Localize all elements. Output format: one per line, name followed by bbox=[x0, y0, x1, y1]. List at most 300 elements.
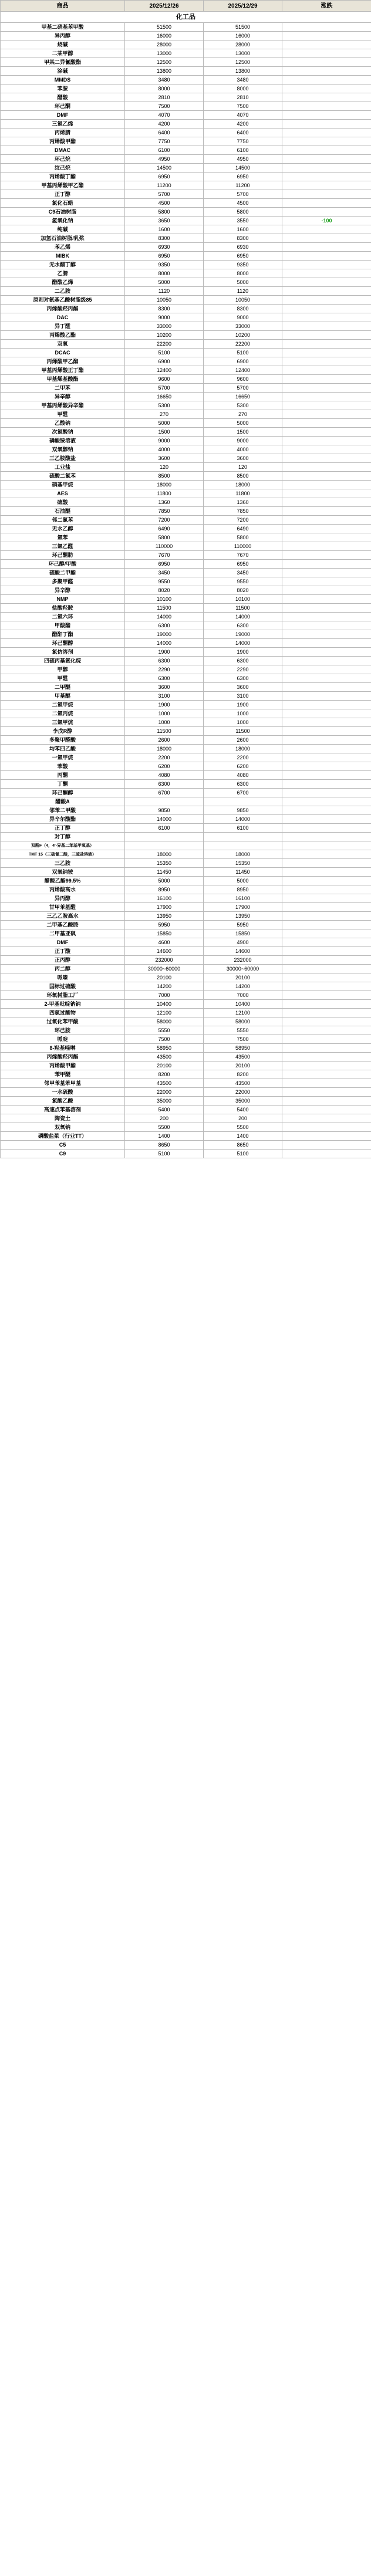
price-date-1: 14600 bbox=[125, 947, 204, 956]
product-name: 甲醛 bbox=[1, 674, 125, 683]
price-date-1: 3600 bbox=[125, 683, 204, 692]
product-name: 对丁醇 bbox=[1, 833, 125, 841]
price-date-1: 2200 bbox=[125, 753, 204, 762]
price-change bbox=[282, 1114, 371, 1123]
column-header-product: 商品 bbox=[1, 1, 125, 12]
table-row bbox=[1, 613, 371, 621]
product-name: 丙烯酸高水 bbox=[1, 885, 125, 894]
table-row bbox=[1, 736, 371, 745]
price-date-1: 13000 bbox=[125, 49, 204, 58]
price-date-2: 58000 bbox=[204, 1017, 282, 1026]
price-change bbox=[282, 49, 371, 58]
table-row bbox=[1, 1035, 371, 1044]
price-date-2: 8650 bbox=[204, 1141, 282, 1150]
price-date-2: 4500 bbox=[204, 199, 282, 208]
price-change bbox=[282, 498, 371, 507]
table-row bbox=[1, 489, 371, 498]
price-date-1: 11500 bbox=[125, 604, 204, 613]
price-change bbox=[282, 173, 371, 181]
price-change bbox=[282, 718, 371, 727]
product-name: 丙烯酸乙酯 bbox=[1, 331, 125, 340]
price-date-2: 4070 bbox=[204, 111, 282, 120]
price-change bbox=[282, 76, 371, 84]
price-date-1: 6300 bbox=[125, 674, 204, 683]
table-row bbox=[1, 859, 371, 868]
price-date-2: 43500 bbox=[204, 1053, 282, 1061]
price-date-2: 8950 bbox=[204, 885, 282, 894]
price-change bbox=[282, 366, 371, 375]
price-date-1: 3450 bbox=[125, 569, 204, 577]
table-row bbox=[1, 551, 371, 560]
price-change bbox=[282, 727, 371, 736]
price-change bbox=[282, 252, 371, 261]
table-row bbox=[1, 76, 371, 84]
price-date-2: 6900 bbox=[204, 357, 282, 366]
price-change bbox=[282, 1044, 371, 1053]
product-name: 丙酮 bbox=[1, 771, 125, 780]
product-name: 甲基烯基酸酯 bbox=[1, 375, 125, 384]
price-date-2: 5800 bbox=[204, 533, 282, 542]
price-date-2: 17900 bbox=[204, 903, 282, 912]
price-change bbox=[282, 410, 371, 419]
product-name: 纹己烷 bbox=[1, 164, 125, 173]
price-date-2: 15850 bbox=[204, 929, 282, 938]
table-row bbox=[1, 164, 371, 173]
price-date-2: 22000 bbox=[204, 1088, 282, 1097]
price-date-2: 14000 bbox=[204, 613, 282, 621]
price-date-2: 8000 bbox=[204, 269, 282, 278]
price-change bbox=[282, 1061, 371, 1070]
price-date-1: 3650 bbox=[125, 217, 204, 225]
price-date-1: 6700 bbox=[125, 789, 204, 797]
price-change bbox=[282, 806, 371, 815]
price-change bbox=[282, 709, 371, 718]
product-name: C5 bbox=[1, 1141, 125, 1150]
price-change bbox=[282, 648, 371, 657]
table-row bbox=[1, 49, 371, 58]
price-change bbox=[282, 454, 371, 463]
product-name: 次氯酸钠 bbox=[1, 428, 125, 437]
product-name: C9 bbox=[1, 1150, 125, 1158]
price-change bbox=[282, 551, 371, 560]
product-name: 环己酮醇 bbox=[1, 789, 125, 797]
price-date-2: 22200 bbox=[204, 340, 282, 349]
table-row bbox=[1, 780, 371, 789]
table-row bbox=[1, 727, 371, 736]
price-date-2: 58950 bbox=[204, 1044, 282, 1053]
product-name: 硝基甲烷 bbox=[1, 481, 125, 489]
column-header-change: 涨跌 bbox=[282, 1, 371, 12]
product-name: 异辛尔酸酯 bbox=[1, 815, 125, 824]
chemical-price-table bbox=[0, 0, 371, 1158]
product-name: 工业盐 bbox=[1, 463, 125, 472]
table-row bbox=[1, 1026, 371, 1035]
table-row bbox=[1, 199, 371, 208]
product-name: 2-甲基吡啶钠钠 bbox=[1, 1000, 125, 1009]
product-name: 苯乙烯 bbox=[1, 243, 125, 252]
price-date-1: 14200 bbox=[125, 982, 204, 991]
price-change bbox=[282, 445, 371, 454]
price-date-1: 1600 bbox=[125, 225, 204, 234]
price-change bbox=[282, 322, 371, 331]
price-date-1: 1000 bbox=[125, 718, 204, 727]
product-name: 三氯乙醛 bbox=[1, 542, 125, 551]
table-row bbox=[1, 894, 371, 903]
price-date-2: 12500 bbox=[204, 58, 282, 67]
price-date-1: 17900 bbox=[125, 903, 204, 912]
price-date-1: 5000 bbox=[125, 419, 204, 428]
product-name: 国标过硫酸 bbox=[1, 982, 125, 991]
price-date-1: 1500 bbox=[125, 428, 204, 437]
table-row bbox=[1, 137, 371, 146]
product-name: 8-羟基喹啉 bbox=[1, 1044, 125, 1053]
price-date-1: 6300 bbox=[125, 780, 204, 789]
product-name: 哌啶 bbox=[1, 1035, 125, 1044]
price-change bbox=[282, 613, 371, 621]
product-name: 一水硫酸 bbox=[1, 1088, 125, 1097]
product-name: MIBK bbox=[1, 252, 125, 261]
table-row bbox=[1, 683, 371, 692]
price-date-1: 4500 bbox=[125, 199, 204, 208]
price-date-1: 1900 bbox=[125, 701, 204, 709]
table-row bbox=[1, 102, 371, 111]
price-change bbox=[282, 569, 371, 577]
price-change bbox=[282, 129, 371, 137]
product-name: 硫酸 bbox=[1, 498, 125, 507]
table-row bbox=[1, 1009, 371, 1017]
table-row bbox=[1, 991, 371, 1000]
table-row bbox=[1, 789, 371, 797]
table-row bbox=[1, 225, 371, 234]
price-date-2: 10400 bbox=[204, 1000, 282, 1009]
product-name: 氯仿溶剂 bbox=[1, 648, 125, 657]
price-date-1: 28000 bbox=[125, 40, 204, 49]
price-table-page bbox=[0, 0, 371, 1158]
table-row bbox=[1, 718, 371, 727]
price-date-2: 3600 bbox=[204, 683, 282, 692]
table-row bbox=[1, 410, 371, 419]
table-row bbox=[1, 181, 371, 190]
price-date-2: 4950 bbox=[204, 155, 282, 164]
price-change bbox=[282, 1053, 371, 1061]
price-date-2: 7500 bbox=[204, 102, 282, 111]
price-date-1: 1360 bbox=[125, 498, 204, 507]
product-name: DCAC bbox=[1, 349, 125, 357]
table-row bbox=[1, 357, 371, 366]
table-row bbox=[1, 445, 371, 454]
price-change bbox=[282, 357, 371, 366]
price-date-1: 3480 bbox=[125, 76, 204, 84]
table-row bbox=[1, 331, 371, 340]
product-name: 环己酮醇 bbox=[1, 639, 125, 648]
price-date-1: 7000 bbox=[125, 991, 204, 1000]
table-row bbox=[1, 648, 371, 657]
price-date-2: 12100 bbox=[204, 1009, 282, 1017]
product-name: 醋酸乙烯 bbox=[1, 278, 125, 287]
table-row bbox=[1, 129, 371, 137]
product-name: 甲基二硝基苯甲酸 bbox=[1, 23, 125, 32]
table-row bbox=[1, 709, 371, 718]
price-change bbox=[282, 912, 371, 921]
price-date-1: 14500 bbox=[125, 164, 204, 173]
table-row bbox=[1, 868, 371, 877]
table-row bbox=[1, 190, 371, 199]
price-date-1: 8300 bbox=[125, 305, 204, 313]
price-date-1: 6400 bbox=[125, 129, 204, 137]
price-date-2: 9000 bbox=[204, 313, 282, 322]
product-name: 正丙醇 bbox=[1, 956, 125, 965]
price-date-1: 15850 bbox=[125, 929, 204, 938]
product-name: 无水乙醇 bbox=[1, 525, 125, 533]
price-date-1: 6950 bbox=[125, 560, 204, 569]
product-name: 邻甲苯基苯甲基 bbox=[1, 1079, 125, 1088]
price-change bbox=[282, 384, 371, 393]
price-date-1: 9550 bbox=[125, 577, 204, 586]
table-row bbox=[1, 208, 371, 217]
product-name: 二氯六环 bbox=[1, 613, 125, 621]
price-change bbox=[282, 375, 371, 384]
price-date-2: 9550 bbox=[204, 577, 282, 586]
table-row bbox=[1, 419, 371, 428]
price-date-1: 5100 bbox=[125, 349, 204, 357]
table-row bbox=[1, 885, 371, 894]
price-change bbox=[282, 84, 371, 93]
price-change bbox=[282, 780, 371, 789]
table-row bbox=[1, 921, 371, 929]
price-date-1: 4070 bbox=[125, 111, 204, 120]
price-date-2: 4900 bbox=[204, 938, 282, 947]
price-change bbox=[282, 929, 371, 938]
table-row bbox=[1, 498, 371, 507]
price-date-1: 11500 bbox=[125, 727, 204, 736]
table-row bbox=[1, 1070, 371, 1079]
table-row bbox=[1, 340, 371, 349]
price-change bbox=[282, 692, 371, 701]
price-date-2: 20100 bbox=[204, 1061, 282, 1070]
table-row bbox=[1, 674, 371, 683]
product-name: 烧碱 bbox=[1, 40, 125, 49]
price-date-1: 43500 bbox=[125, 1079, 204, 1088]
price-date-2: 7750 bbox=[204, 137, 282, 146]
price-change bbox=[282, 982, 371, 991]
price-date-1: 9000 bbox=[125, 313, 204, 322]
price-date-2: 8300 bbox=[204, 234, 282, 243]
price-change bbox=[282, 991, 371, 1000]
table-row bbox=[1, 146, 371, 155]
price-date-2: 18000 bbox=[204, 745, 282, 753]
product-name: 醋酸 bbox=[1, 93, 125, 102]
table-row bbox=[1, 155, 371, 164]
product-name: 二氯丙烷 bbox=[1, 709, 125, 718]
table-row bbox=[1, 84, 371, 93]
price-date-1: 6200 bbox=[125, 762, 204, 771]
price-change bbox=[282, 921, 371, 929]
price-change bbox=[282, 287, 371, 296]
price-change bbox=[282, 23, 371, 32]
table-row bbox=[1, 1017, 371, 1026]
table-row bbox=[1, 296, 371, 305]
table-row bbox=[1, 956, 371, 965]
table-row bbox=[1, 965, 371, 973]
price-change bbox=[282, 586, 371, 595]
price-date-2: 3100 bbox=[204, 692, 282, 701]
price-date-2: 11800 bbox=[204, 489, 282, 498]
product-name: 丙烯酸甲乙酯 bbox=[1, 357, 125, 366]
table-row bbox=[1, 929, 371, 938]
table-row bbox=[1, 472, 371, 481]
price-date-2: 35000 bbox=[204, 1097, 282, 1106]
product-name: AES bbox=[1, 489, 125, 498]
product-name: 异丙醇 bbox=[1, 32, 125, 40]
table-row bbox=[1, 32, 371, 40]
product-name: 丙烯酸甲酯 bbox=[1, 137, 125, 146]
price-date-1: 18000 bbox=[125, 745, 204, 753]
product-name: 正丁醇 bbox=[1, 190, 125, 199]
table-row bbox=[1, 947, 371, 956]
table-row bbox=[1, 762, 371, 771]
price-date-1: 8000 bbox=[125, 269, 204, 278]
price-change bbox=[282, 516, 371, 525]
table-row bbox=[1, 877, 371, 885]
product-name: 乙酸钠 bbox=[1, 419, 125, 428]
price-date-2: 8000 bbox=[204, 84, 282, 93]
price-date-2: 6930 bbox=[204, 243, 282, 252]
product-name: 氯苯 bbox=[1, 533, 125, 542]
table-row bbox=[1, 261, 371, 269]
table-row bbox=[1, 1150, 371, 1158]
price-date-2 bbox=[204, 797, 282, 806]
table-row bbox=[1, 1088, 371, 1097]
product-name: 氢氧化钠 bbox=[1, 217, 125, 225]
price-date-1: 6300 bbox=[125, 621, 204, 630]
price-change bbox=[282, 243, 371, 252]
price-change bbox=[282, 815, 371, 824]
product-name: 氯酸乙酸 bbox=[1, 1097, 125, 1106]
price-date-1: 14000 bbox=[125, 815, 204, 824]
price-change bbox=[282, 120, 371, 129]
price-date-1: 7500 bbox=[125, 102, 204, 111]
price-change bbox=[282, 639, 371, 648]
table-row bbox=[1, 516, 371, 525]
column-header-date-2: 2025/12/29 bbox=[204, 1, 282, 12]
product-name: 环己醇/甲酸 bbox=[1, 560, 125, 569]
price-date-1: 7500 bbox=[125, 1035, 204, 1044]
price-date-2: 6100 bbox=[204, 824, 282, 833]
price-date-2: 5500 bbox=[204, 1123, 282, 1132]
price-date-2: 6300 bbox=[204, 657, 282, 665]
table-row bbox=[1, 569, 371, 577]
product-name: 无水醋丁醇 bbox=[1, 261, 125, 269]
price-date-2: 6490 bbox=[204, 525, 282, 533]
price-date-1: 5700 bbox=[125, 384, 204, 393]
price-date-1: 12100 bbox=[125, 1009, 204, 1017]
price-date-1: 9600 bbox=[125, 375, 204, 384]
table-row bbox=[1, 93, 371, 102]
price-change bbox=[282, 841, 371, 850]
price-date-2: 4080 bbox=[204, 771, 282, 780]
table-row bbox=[1, 507, 371, 516]
product-name: 环氧树脂工厂 bbox=[1, 991, 125, 1000]
product-name: 甲基醚 bbox=[1, 692, 125, 701]
table-row bbox=[1, 542, 371, 551]
price-change bbox=[282, 278, 371, 287]
price-date-1: 1120 bbox=[125, 287, 204, 296]
product-name: NMP bbox=[1, 595, 125, 604]
price-date-1: 11800 bbox=[125, 489, 204, 498]
price-change bbox=[282, 155, 371, 164]
product-name: DMF bbox=[1, 111, 125, 120]
price-date-1: 43500 bbox=[125, 1053, 204, 1061]
price-change bbox=[282, 1026, 371, 1035]
product-name: 四氢过酸物 bbox=[1, 1009, 125, 1017]
product-name: DMF bbox=[1, 938, 125, 947]
price-date-2: 1360 bbox=[204, 498, 282, 507]
product-name: 异辛醇 bbox=[1, 393, 125, 401]
price-date-1: 4200 bbox=[125, 120, 204, 129]
price-change bbox=[282, 419, 371, 428]
price-date-2: 1600 bbox=[204, 225, 282, 234]
table-row bbox=[1, 120, 371, 129]
price-date-1: 4950 bbox=[125, 155, 204, 164]
table-row bbox=[1, 665, 371, 674]
price-change bbox=[282, 797, 371, 806]
price-date-2: 14000 bbox=[204, 815, 282, 824]
product-name: TMT 15（三硫氰二酸，三硫盐溶液） bbox=[1, 850, 125, 859]
table-row bbox=[1, 806, 371, 815]
price-change bbox=[282, 67, 371, 76]
price-date-1: 7670 bbox=[125, 551, 204, 560]
product-name: 氯化石蜡 bbox=[1, 199, 125, 208]
table-row bbox=[1, 322, 371, 331]
product-name: 硫酸二氯苯 bbox=[1, 472, 125, 481]
product-name: 双氧钠 bbox=[1, 1123, 125, 1132]
price-date-2: 8300 bbox=[204, 305, 282, 313]
price-date-2: 8020 bbox=[204, 586, 282, 595]
price-date-2 bbox=[204, 841, 282, 850]
product-name: 二某甲醇 bbox=[1, 49, 125, 58]
table-row bbox=[1, 533, 371, 542]
price-change bbox=[282, 102, 371, 111]
price-date-2: 232000 bbox=[204, 956, 282, 965]
price-date-1: 5700 bbox=[125, 190, 204, 199]
price-change bbox=[282, 621, 371, 630]
price-date-1: 8000 bbox=[125, 84, 204, 93]
product-name: 石油醚 bbox=[1, 507, 125, 516]
table-row bbox=[1, 833, 371, 841]
product-name: 苯酸 bbox=[1, 762, 125, 771]
price-date-1: 5800 bbox=[125, 533, 204, 542]
price-date-2: 6950 bbox=[204, 173, 282, 181]
product-name: 磷酸盐浆（行业TT） bbox=[1, 1132, 125, 1141]
price-change bbox=[282, 1009, 371, 1017]
product-name: 苯胺 bbox=[1, 84, 125, 93]
table-row bbox=[1, 1053, 371, 1061]
price-date-1: 22000 bbox=[125, 1088, 204, 1097]
price-date-2: 13950 bbox=[204, 912, 282, 921]
price-date-2: 3450 bbox=[204, 569, 282, 577]
price-date-1: 5400 bbox=[125, 1106, 204, 1114]
price-date-2: 16650 bbox=[204, 393, 282, 401]
price-change bbox=[282, 630, 371, 639]
price-date-2: 7850 bbox=[204, 507, 282, 516]
product-name: 过氧化苯甲酸 bbox=[1, 1017, 125, 1026]
product-name: 醋酐丁酯 bbox=[1, 630, 125, 639]
price-date-2: 18000 bbox=[204, 481, 282, 489]
table-row bbox=[1, 657, 371, 665]
product-name: 四硫丙基氨化烷 bbox=[1, 657, 125, 665]
price-date-2: 2200 bbox=[204, 753, 282, 762]
price-date-2: 16000 bbox=[204, 32, 282, 40]
